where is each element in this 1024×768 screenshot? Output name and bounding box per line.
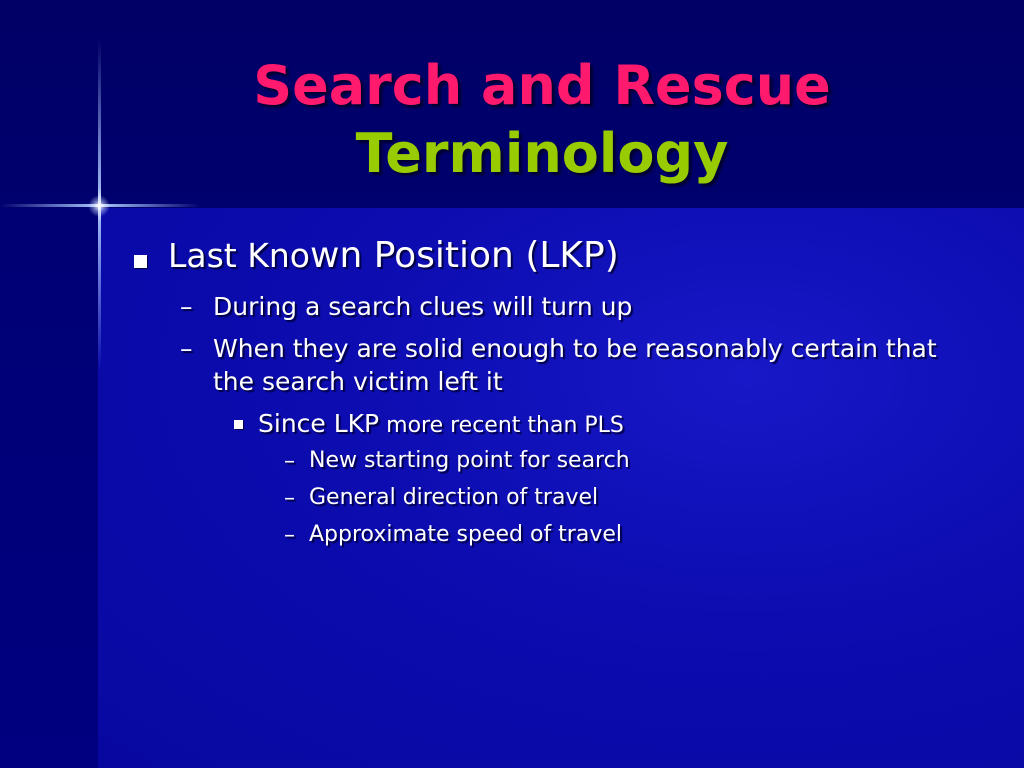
square-bullet-icon [134,255,147,268]
bullet-level1-text-b: n [268,236,290,275]
bullet-level1-text-a: Last K [168,236,269,275]
bullet-level3-text-b: more recent than PLS [379,413,624,438]
bullet-level4-item-2: General direction of travel [309,485,599,510]
bullet-level4-item-1: New starting point for search [309,448,630,473]
title-line-1: Search and Rescue [253,54,831,117]
dash-icon: – [284,449,295,474]
bullet-level2-item-2-line-1: When they are solid enough to be reasonably certain that [213,334,937,363]
title-line-2: Terminology [355,122,729,185]
dash-icon: – [284,486,295,511]
dash-icon: – [180,334,193,363]
bullet-level2-item-1: During a search clues will turn up [213,292,633,321]
bullet-level1-text-d: wn Position (LKP) [310,235,619,276]
bullet-level2-item-2-line-2: the search victim left it [213,367,503,396]
dash-icon: – [284,523,295,548]
bullet-level1 [168,232,619,280]
bullet-level3 [258,407,624,442]
bullet-level1-text-c: o [289,236,310,275]
bullet-level3-text-a: Since LKP [258,409,380,438]
bullet-level4-item-3: Approximate speed of travel [309,522,622,547]
square-bullet-icon [234,420,243,429]
dash-icon: – [180,292,193,321]
